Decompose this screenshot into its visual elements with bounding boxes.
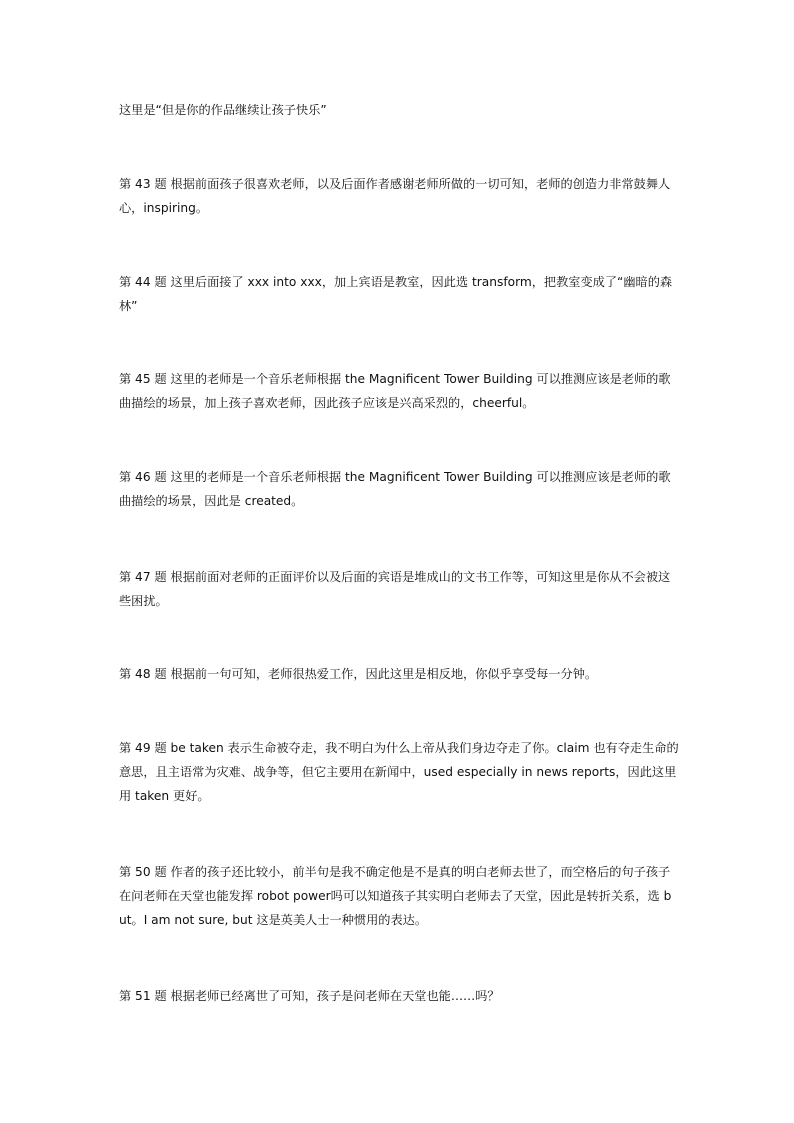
paragraph-q49: 第 49 题 be taken 表示生命被夺走，我不明白为什么上帝从我们身边夺走了你。claim 也有夺走生命的意思，且主语常为灾难、战争等，但它主要用在新闻中，used especially in news reports，因此这里用 taken 更好。 bbox=[119, 741, 679, 803]
paragraph-q45: 第 45 题 这里的老师是一个音乐老师根据 the Magnificent Tower Building 可以推测应该是老师的歌曲描绘的场景，加上孩子喜欢老师，因此孩子应该是兴高采烈的，cheerful。 bbox=[119, 372, 671, 410]
paragraph-intro: 这里是“但是你的作品继续让孩子快乐” bbox=[119, 103, 327, 117]
paragraph-q51: 第 51 题 根据老师已经离世了可知，孩子是问老师在天堂也能……吗？ bbox=[119, 989, 500, 1003]
paragraph-q50: 第 50 题 作者的孩子还比较小，前半句是我不确定他是不是真的明白老师去世了，而空格后的句子孩子在问老师在天堂也能发挥 robot power吗可以知道孩子其实明白老师去了天堂，因此是转折关系，选 but。I am not sure, but 这是英美人士一种惯用的表达。 bbox=[119, 865, 672, 927]
paragraph-q43: 第 43 题 根据前面孩子很喜欢老师，以及后面作者感谢老师所做的一切可知，老师的创造力非常鼓舞人心，inspiring。 bbox=[119, 177, 671, 215]
paragraph-q48: 第 48 题 根据前一句可知，老师很热爱工作，因此这里是相反地，你似乎享受每一分钟。 bbox=[119, 667, 598, 681]
paragraph-q46: 第 46 题 这里的老师是一个音乐老师根据 the Magnificent Tower Building 可以推测应该是老师的歌曲描绘的场景，因此是 created。 bbox=[119, 470, 671, 508]
paragraph-q44: 第 44 题 这里后面接了 xxx into xxx，加上宾语是教室，因此选 transform，把教室变成了“幽暗的森林” bbox=[119, 275, 673, 313]
paragraph-q47: 第 47 题 根据前面对老师的正面评价以及后面的宾语是堆成山的文书工作等，可知这里是你从不会被这些困扰。 bbox=[119, 570, 671, 608]
